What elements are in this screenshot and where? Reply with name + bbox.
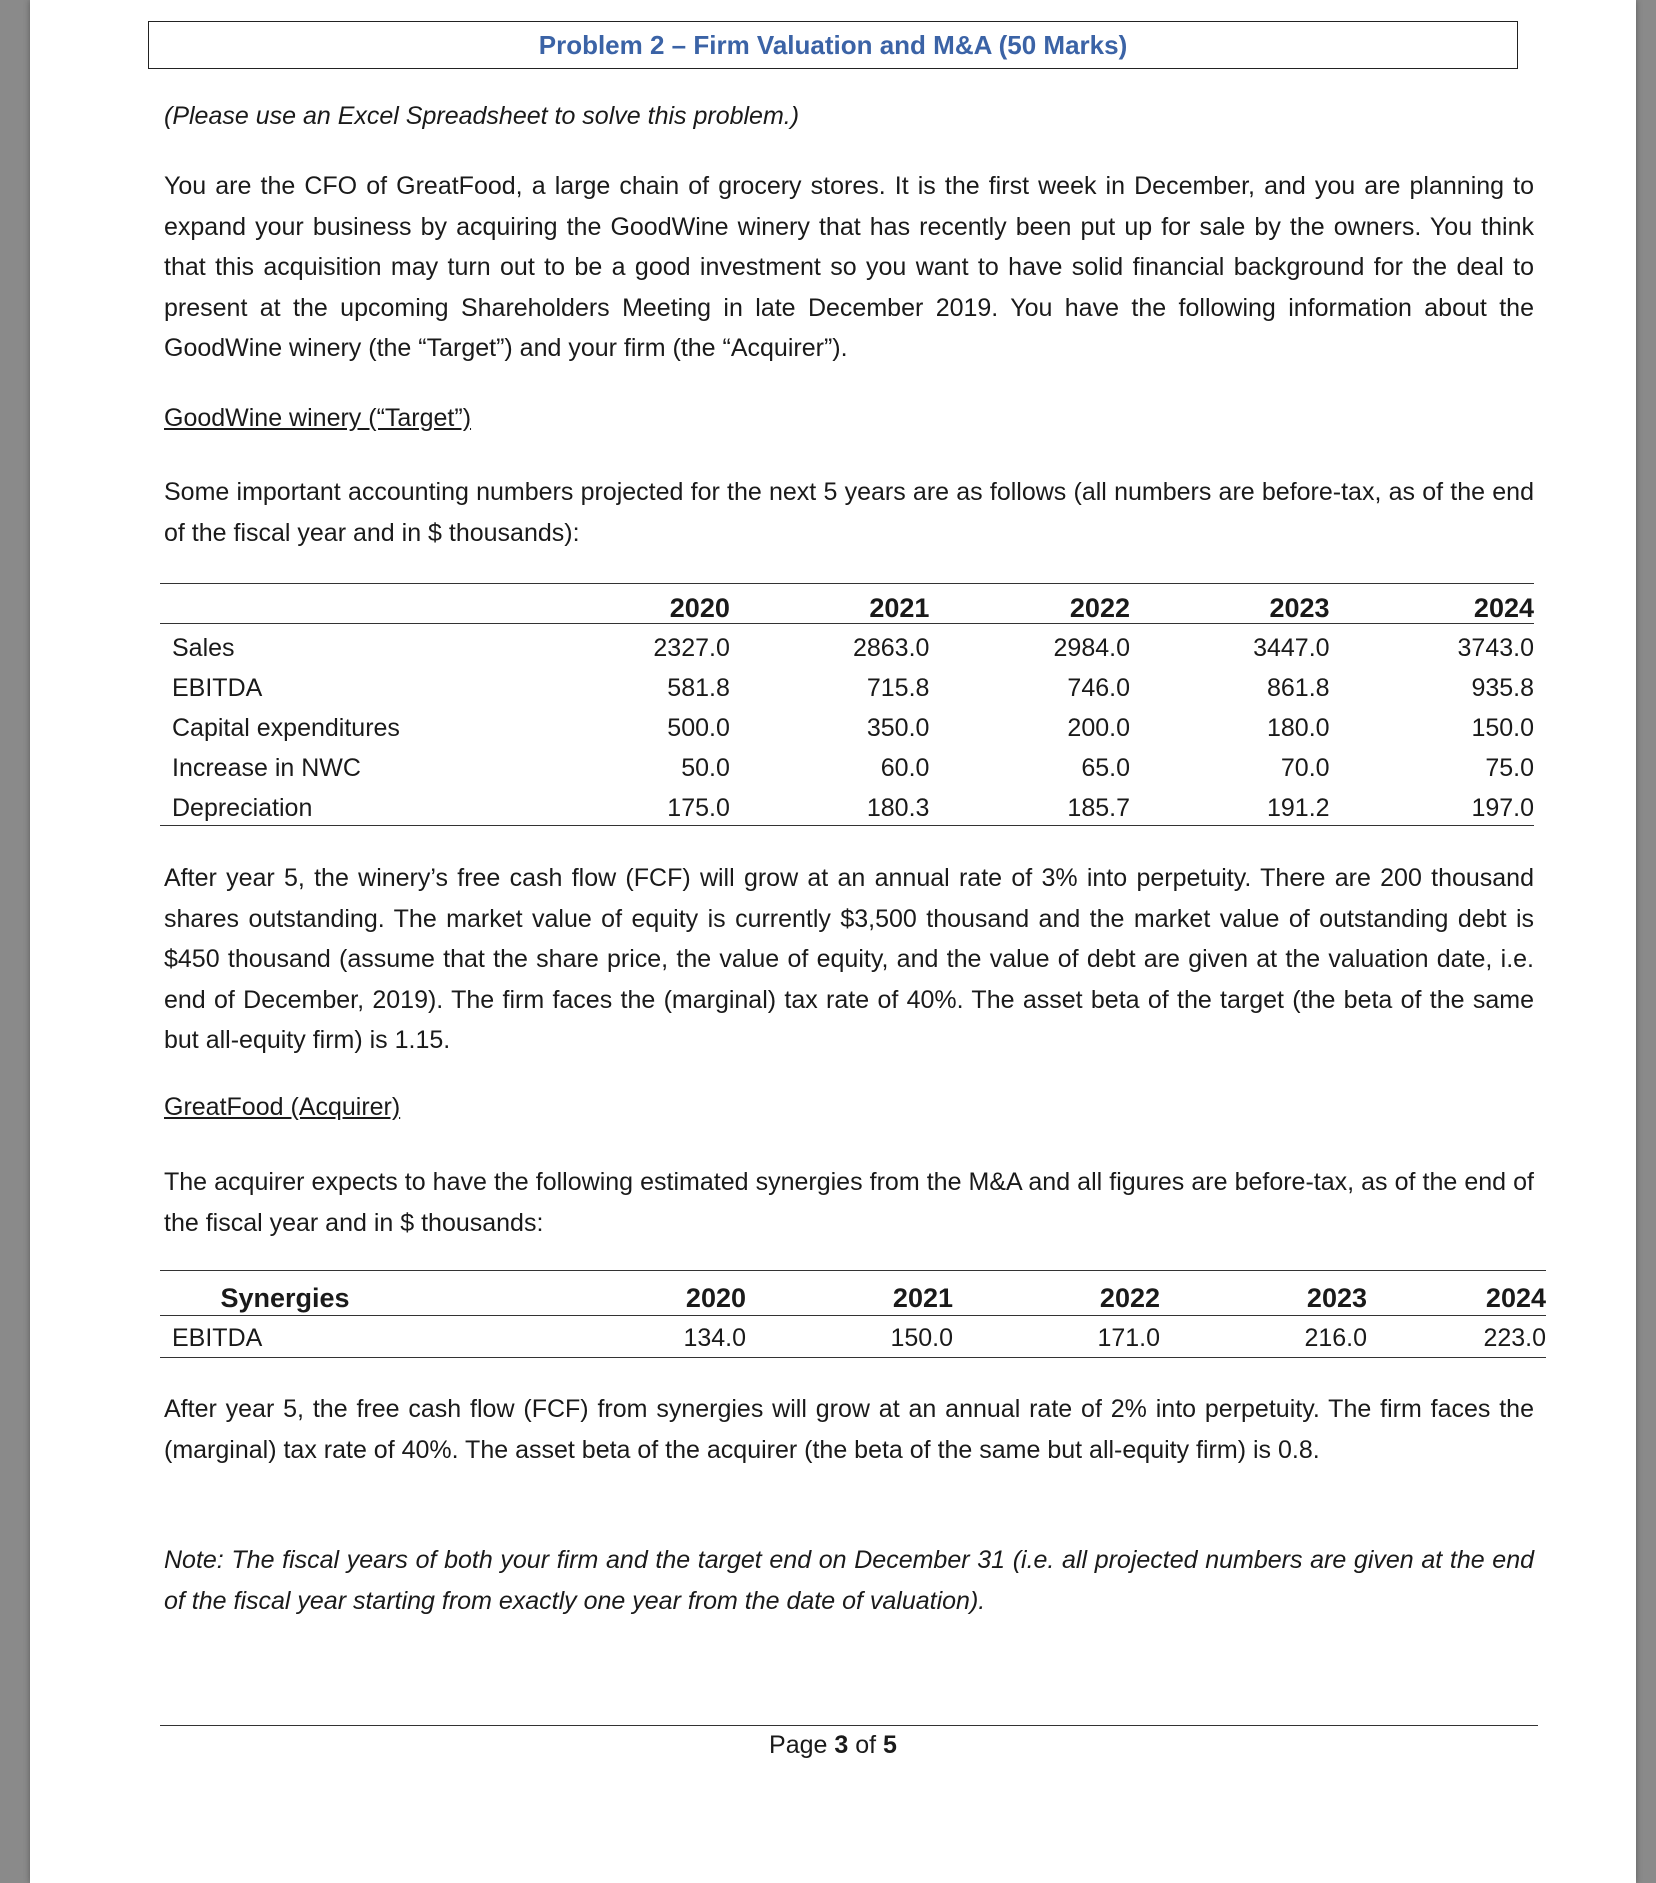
cell-value: 50.0 (681, 753, 730, 782)
year-header: 2021 (892, 1282, 953, 1313)
cell-value: 134.0 (683, 1323, 746, 1352)
page-total: 5 (883, 1731, 897, 1759)
cell-value: 185.7 (1067, 793, 1130, 822)
table-bottom-rule (160, 825, 1534, 826)
cell-value: 500.0 (667, 713, 730, 742)
cell-value: 223.0 (1483, 1323, 1546, 1352)
problem-title: Problem 2 – Firm Valuation and M&A (50 Marks) (538, 29, 1128, 60)
table-header-rule (160, 623, 1534, 624)
acquirer-intro-paragraph: The acquirer expects to have the following estimated synergies from the M&A and all figures are before-tax, as of the end of the fiscal year and in $ thousands: (164, 1168, 1534, 1237)
synergies-header: Synergies (220, 1282, 350, 1313)
row-label: Capital expenditures (172, 713, 400, 742)
target-projection-table (160, 588, 1534, 828)
target-intro-paragraph: Some important accounting numbers projected for the next 5 years are as follows (all numbers are before-tax, as of the end of the fiscal year and in $ thousands): (164, 478, 1534, 547)
year-header: 2022 (1069, 592, 1130, 623)
acquirer-after-paragraph: After year 5, the free cash flow (FCF) from synergies will grow at an annual rate of 2% into perpetuity. The firm faces the (marginal) tax rate of 40%. The asset beta of the acquirer (the beta of the same but all-equity firm) is 0.8. (164, 1395, 1534, 1464)
year-header: 2023 (1306, 1282, 1367, 1313)
table-header-row (160, 1278, 1546, 1318)
cell-value: 200.0 (1067, 713, 1130, 742)
row-label: Sales (172, 633, 235, 662)
target-heading: GoodWine winery (“Target”) (164, 404, 472, 432)
cell-value: 65.0 (1081, 753, 1130, 782)
synergy-header-rule (160, 1315, 1546, 1316)
intro-paragraph: You are the CFO of GreatFood, a large chain of grocery stores. It is the first week in December, and you are planning to expand your business by acquiring the GoodWine winery that has recently been put up for sale by the owners. You think that this acquisition may turn out to be a good investment so you want to have solid financial background for the deal to present at the upcoming Shareholders Meeting in late December 2019. You have the following information about the GoodWine winery (the “Target”) and your firm (the “Acquirer”). (164, 172, 1534, 362)
cell-value: 171.0 (1097, 1323, 1160, 1352)
cell-value: 70.0 (1280, 753, 1330, 782)
cell-value: 191.2 (1267, 793, 1330, 822)
cell-value: 2984.0 (1053, 633, 1130, 662)
cell-value: 150.0 (890, 1323, 953, 1352)
year-header: 2024 (1485, 1282, 1546, 1313)
cell-value: 2863.0 (852, 633, 930, 662)
cell-value: 2327.0 (653, 633, 730, 662)
cell-value: 581.8 (667, 673, 730, 702)
row-label: EBITDA (172, 673, 263, 702)
table-row (160, 668, 1534, 708)
cell-value: 350.0 (866, 713, 930, 742)
table-row (160, 1318, 1546, 1358)
year-header: 2024 (1473, 592, 1534, 623)
cell-value: 3743.0 (1457, 633, 1534, 662)
page-of: of (855, 1731, 877, 1759)
cell-value: 3447.0 (1253, 633, 1330, 662)
footer-rule (160, 1725, 1538, 1726)
table-row (160, 788, 1534, 828)
note-paragraph: Note: The fiscal years of both your firm and the target end on December 31 (i.e. all projected numbers are given at the end of the fiscal year starting from exactly one year from the date of valuation). (164, 1546, 1534, 1615)
synergy-table-top-rule (160, 1270, 1546, 1271)
page-number (30, 1731, 1636, 1760)
document-page (30, 0, 1636, 1883)
cell-value: 180.3 (866, 793, 930, 822)
cell-value: 60.0 (880, 753, 930, 782)
table-header-row (160, 588, 1534, 628)
table-row (160, 628, 1534, 668)
cell-value: 216.0 (1304, 1323, 1367, 1352)
cell-value: 861.8 (1267, 673, 1330, 702)
cell-value: 746.0 (1067, 673, 1130, 702)
year-header: 2022 (1099, 1282, 1160, 1313)
row-label: Depreciation (172, 793, 313, 822)
synergy-table (160, 1278, 1546, 1358)
row-label: EBITDA (172, 1323, 263, 1352)
table-top-rule (160, 583, 1534, 584)
synergy-bottom-rule (160, 1357, 1546, 1358)
cell-value: 935.8 (1471, 673, 1534, 702)
table-row (160, 748, 1534, 788)
acquirer-heading: GreatFood (Acquirer) (164, 1093, 401, 1121)
page-current: 3 (834, 1731, 849, 1759)
target-after-paragraph: After year 5, the winery’s free cash flow (FCF) will grow at an annual rate of 3% into perpetuity. There are 200 thousand shares outstanding. The market value of equity is currently $3,500 thousand and the market value of outstanding debt is $450 thousand (assume that the share price, the value of equity, and the value of debt are given at the valuation date, i.e. end of December, 2019). The firm faces the (marginal) tax rate of 40%. The asset beta of the target (the beta of the same but all-equity firm) is 1.15. (164, 864, 1534, 1054)
year-header: 2020 (669, 592, 730, 623)
page-prefix: Page (769, 1731, 828, 1759)
cell-value: 180.0 (1267, 713, 1330, 742)
instruction-text: (Please use an Excel Spreadsheet to solve this problem.) (164, 102, 800, 130)
row-label: Increase in NWC (172, 753, 361, 782)
problem-title-box (148, 21, 1518, 69)
table-row (160, 708, 1534, 748)
cell-value: 175.0 (667, 793, 730, 822)
cell-value: 150.0 (1471, 713, 1534, 742)
cell-value: 197.0 (1471, 793, 1534, 822)
year-header: 2021 (869, 592, 930, 623)
cell-value: 715.8 (866, 673, 930, 702)
year-header: 2023 (1269, 592, 1330, 623)
cell-value: 75.0 (1485, 753, 1534, 782)
year-header: 2020 (685, 1282, 746, 1313)
